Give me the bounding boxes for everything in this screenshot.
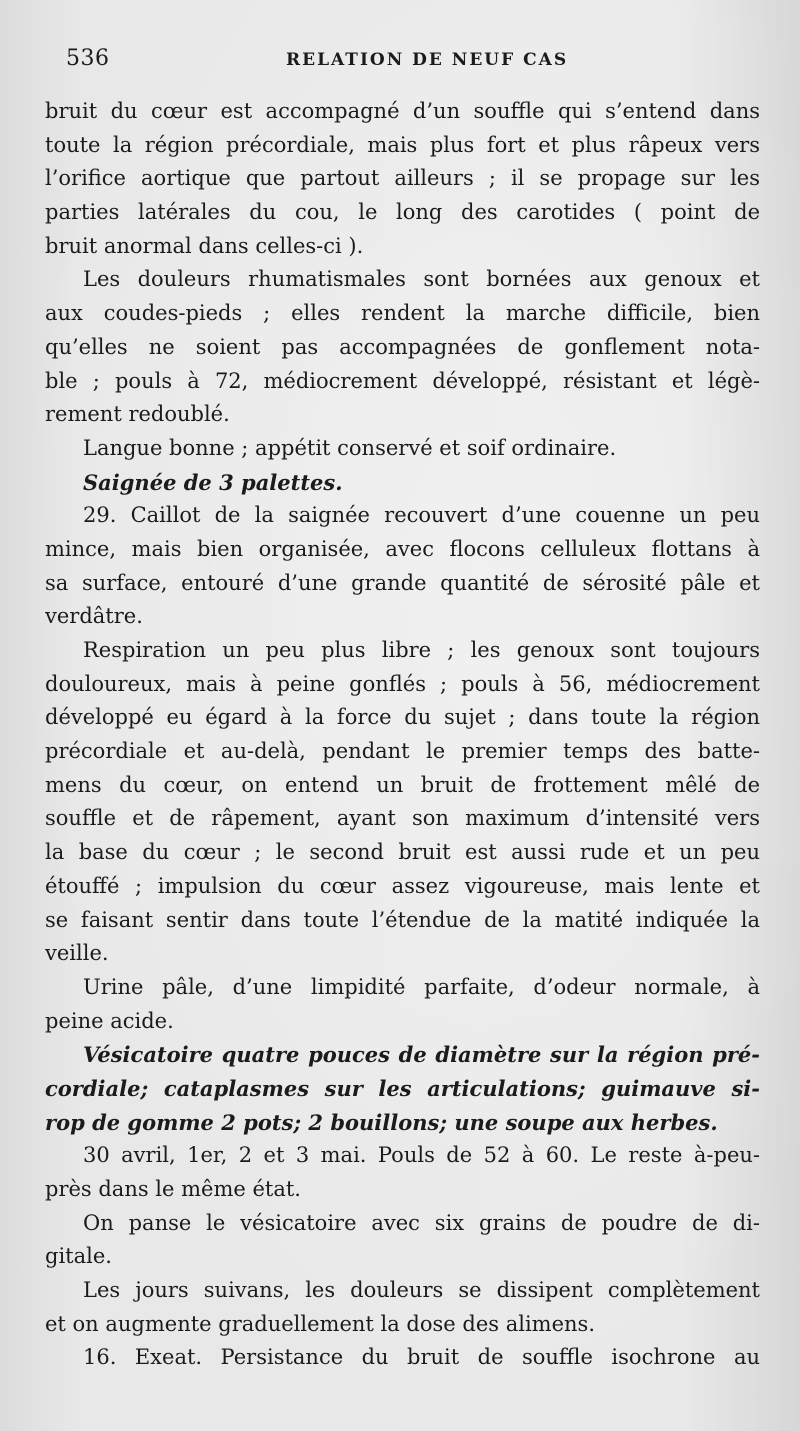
text-line: qu’elles ne soient pas accompagnées de gonflement nota- (45, 334, 760, 359)
text-line: verdâtre. (45, 604, 143, 629)
text-line: développé eu égard à la force du sujet ; dans toute la région (45, 705, 760, 730)
text-line-italic: Vésicatoire quatre pouces de diamètre sur la région pré- (83, 1042, 760, 1068)
text-line: On panse le vésicatoire avec six grains de poudre de di- (83, 1210, 760, 1235)
text-line: la base du cœur ; le second bruit est aussi rude et un peu (45, 840, 760, 865)
page-header (66, 44, 760, 80)
text-line: se faisant sentir dans toute l’étendue de la matité indiquée la (45, 907, 760, 932)
text-line: veille. (45, 941, 109, 966)
text-line: 16. Exeat. Persistance du bruit de souffle isochrone au (83, 1345, 760, 1370)
text-line: 29. Caillot de la saignée recouvert d’une couenne un peu (83, 503, 760, 528)
text-line: parties latérales du cou, le long des carotides ( point de (45, 200, 760, 225)
text-line: Les douleurs rhumatismales sont bornées aux genoux et (83, 267, 760, 292)
text-line: Les jours suivans, les douleurs se dissipent complètement (83, 1278, 760, 1303)
text-line: bruit anormal dans celles-ci ). (45, 233, 364, 258)
text-line: bruit du cœur est accompagné d’un souffle qui s’entend dans (45, 99, 760, 123)
text-line: mens du cœur, on entend un bruit de frottement mêlé de (45, 772, 760, 797)
text-line-italic: Saignée de 3 palettes. (83, 469, 343, 495)
running-title: RELATION DE NEUF CAS (286, 50, 569, 70)
text-line: et on augmente graduellement la dose des alimens. (45, 1311, 595, 1336)
text-line: 30 avril, 1er, 2 et 3 mai. Pouls de 52 à 60. Le reste à-peu- (83, 1143, 760, 1168)
text-line: rement redoublé. (45, 402, 230, 427)
text-line: ble ; pouls à 72, médiocrement développé, résistant et légè- (45, 368, 760, 393)
page-number: 536 (66, 46, 110, 71)
text-line: l’orifice aortique que partout ailleurs ; il se propage sur les (45, 166, 760, 191)
text-line: gitale. (45, 1244, 112, 1269)
text-line: Langue bonne ; appétit conservé et soif ordinaire. (83, 435, 617, 460)
text-line: toute la région précordiale, mais plus fort et plus râpeux vers (45, 132, 760, 157)
text-line: précordiale et au-delà, pendant le premier temps des batte- (45, 739, 760, 764)
text-line: Respiration un peu plus libre ; les genoux sont toujours (83, 638, 760, 662)
text-line: mince, mais bien organisée, avec flocons celluleux flottans à (45, 536, 760, 561)
text-line: sa surface, entouré d’une grande quantité de sérosité pâle et (45, 570, 760, 595)
text-line: souffle et de râpement, ayant son maximum d’intensité vers (45, 806, 760, 831)
text-line: Urine pâle, d’une limpidité parfaite, d’odeur normale, à (83, 974, 760, 999)
text-line-italic: cordiale; cataplasmes sur les articulations; guimauve si- (45, 1075, 760, 1101)
text-line: près dans le même état. (45, 1177, 301, 1201)
text-line: étouffé ; impulsion du cœur assez vigoureuse, mais lente et (45, 873, 760, 898)
text-line: aux coudes-pieds ; elles rendent la marche difficile, bien (45, 301, 760, 326)
text-line-italic: rop de gomme 2 pots; 2 bouillons; une soupe aux herbes. (45, 1109, 718, 1135)
body-text (45, 95, 760, 1375)
text-line: peine acide. (45, 1008, 174, 1033)
text-line: douloureux, mais à peine gonflés ; pouls à 56, médiocrement (45, 671, 760, 696)
